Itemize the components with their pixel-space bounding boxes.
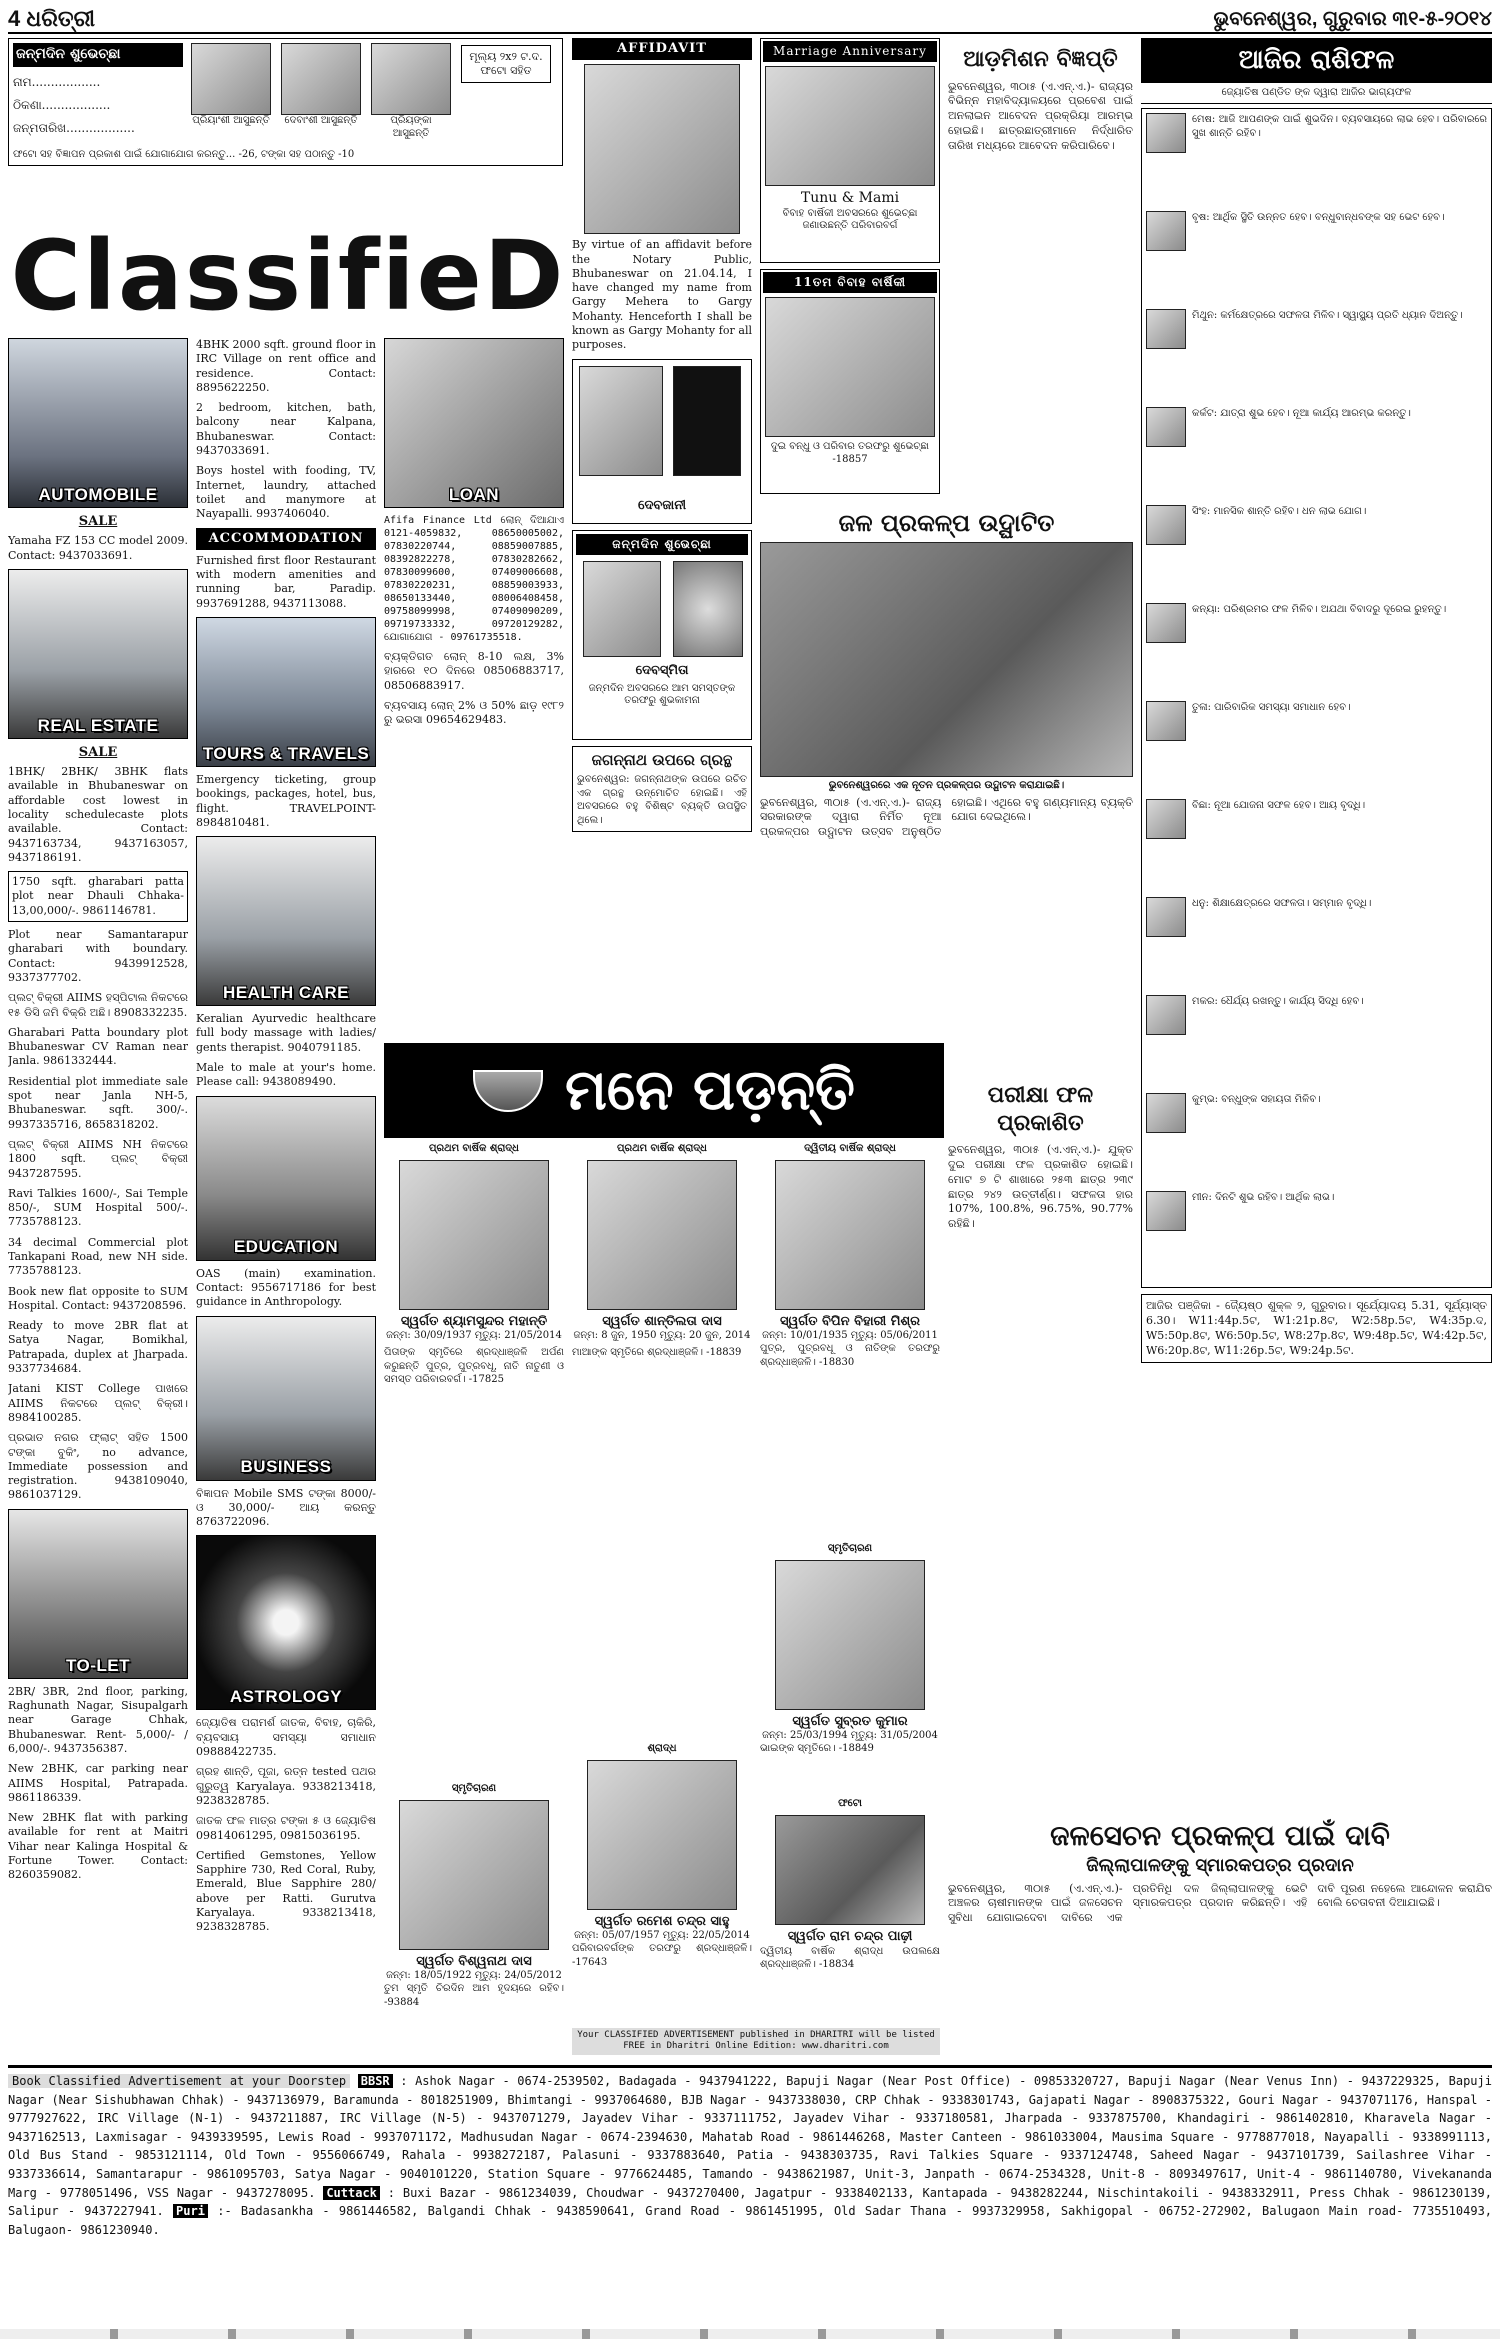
rashi-item-3: ମିଥୁନ: କର୍ମକ୍ଷେତ୍ରରେ ସଫଳତା ମିଳିବ। ସ୍ୱାସ୍ଥ୍ୟ ପ୍ରତି ଧ୍ୟାନ ଦିଅନ୍ତୁ। xyxy=(1146,309,1487,401)
education-label: EDUCATION xyxy=(233,1237,339,1257)
automobile-label: AUTOMOBILE xyxy=(38,484,158,504)
memorial-1: ପ୍ରଥମ ବାର୍ଷିକ ଶ୍ରାଦ୍ଧ ସ୍ୱର୍ଗତ ଶ୍ୟାମସୁନ୍ଦର ମହାନ୍ତି ଜନ୍ମ: 30/09/1937 ମୃତ୍ୟୁ: 21/05/2014 ପିତାଙ୍କ ସ୍ମୃତିରେ ଶ୍ରଦ୍ଧାଞ୍ଜଳି ଅର୍ପଣ କରୁଛନ୍ତି ପୁତ୍ର, ପୁତ୍ରବଧୂ, ନାତି ନାତୁଣୀ ଓ ସମସ୍ତ ପରିବାରବର୍ଗ। -17825 xyxy=(384,1143,564,1386)
accommodation-heading: ACCOMMODATION xyxy=(196,528,376,550)
ad-acc-2: 2 bedroom, kitchen, bath, balcony near Kalpana, Bhubaneswar. Contact: 9437033691. xyxy=(196,401,376,458)
birthday-price: ମୂଲ୍ୟ ୨x୨ ଟ.ଦ. ଫଟୋ ସହିତ xyxy=(461,45,551,83)
ad-biz: ବିଜ୍ଞାପନ Mobile SMS ଟଙ୍କା 8000/- ଓ 30,000/- ଆୟ କରନ୍ତୁ 8763722096. xyxy=(196,1486,376,1529)
ad-re-3: Plot near Samantarapur gharabari with boundary. Contact: 9439912528, 9337377702. xyxy=(8,928,188,984)
health-section xyxy=(196,836,376,1006)
ad-astro-1: ଜ୍ୟୋତିଷ ପରାମର୍ଶ ଜାତକ, ବିବାହ, ଚାକିରି, ବ୍ୟବସାୟ ସମସ୍ୟା ସମାଧାନ 09888422735. xyxy=(196,1716,376,1759)
column-4 xyxy=(572,38,752,1038)
zodiac-icon xyxy=(1146,407,1186,447)
ribbon-news xyxy=(760,508,1133,1038)
memorial-6: ସ୍ମୃତିଚାରଣ ସ୍ୱର୍ଗତ ସୁବ୍ରତ କୁମାର ଜନ୍ମ: 25/03/1994 ମୃତ୍ୟୁ: 31/05/2004 ଭାଇଙ୍କ ସ୍ମୃତିରେ। -18849 xyxy=(760,1543,938,1755)
ad-re-2: 1750 sqft. gharabari patta plot near Dhauli Chhaka-13,00,000/-. 9861146781. xyxy=(8,871,188,922)
affidavit-heading: AFFIDAVIT xyxy=(572,38,752,60)
child-photo-3 xyxy=(371,43,451,115)
birthday-badge xyxy=(673,366,741,476)
news-text-col6-2: ଭୁବନେଶ୍ୱର, ୩୦ା୫ (ଏ.ଏନ୍.ଏ.)- ଯୁକ୍ତ ଦୁଇ ପରୀକ୍ଷା ଫଳ ପ୍ରକାଶିତ ହୋଇଛି। ମୋଟ ୭ ଟି ଶାଖାରେ ୨୫୩ ଛାତ୍ର ୨୩୯ ଛାତ୍ର ୨୪୨ ଉତ୍ତୀର୍ଣ୍ଣ। ସଫଳତା ହାର 107%, 100.8%, 96.75%, 90.77% ରହିଛି। xyxy=(948,1143,1133,1231)
health-label: HEALTH CARE xyxy=(222,982,350,1002)
news-heading-col6: ଆଡ଼ମିଶନ ବିଜ୍ଞପ୍ତି xyxy=(963,46,1118,72)
memorial-photo xyxy=(775,1815,925,1925)
rashi-item-11: କୁମ୍ଭ: ବନ୍ଧୁଙ୍କ ସହାୟତା ମିଳିବ। xyxy=(1146,1093,1487,1185)
birthday-name-1: ଦେବଜାନୀ xyxy=(637,498,687,514)
affidavit-photo xyxy=(584,64,740,234)
ad-edu: OAS (main) examination. Contact: 9556717186 for best guidance in Anthropology. xyxy=(196,1266,376,1309)
to-let-section xyxy=(8,1509,188,1679)
ad-acc-3: Boys hostel with fooding, TV, Internet, laundry, attached toilet and manymore at Nayapalli. 9937406040. xyxy=(196,464,376,521)
news-box-col4 xyxy=(572,746,752,833)
ad-astro-3: ଜାତକ ଫଳ ମାତ୍ର ଟଙ୍କା ୫ ଓ ଜ୍ୟୋତିଷ 09814061295, 09815036195. xyxy=(196,1814,376,1842)
rashi-item-1: ମେଷ: ଆଜି ଆପଣଙ୍କ ପାଇଁ ଶୁଭଦିନ। ବ୍ୟବସାୟରେ ଲାଭ ହେବ। ପରିବାରରେ ସୁଖ ଶାନ୍ତି ରହିବ। xyxy=(1146,113,1487,205)
zodiac-icon xyxy=(1146,309,1186,349)
ad-re-1: 1BHK/ 2BHK/ 3BHK flats available in Bhubaneswar on affordable cost lowest in locality schedulecaste plots available. Contact: 9437163734, 9437163057, 9437186191. xyxy=(8,765,188,864)
birthday-photo-1 xyxy=(579,366,663,476)
child-name-3: ପ୍ରିୟଙ୍କା ଆସୁଛନ୍ତି xyxy=(390,115,432,139)
real-estate-label: REAL ESTATE xyxy=(37,715,159,735)
footer-vss: VSS Nagar - 9437278095. xyxy=(147,2185,316,2200)
content-grid xyxy=(8,38,1492,2058)
page-number: 4 ଧରିତ୍ରୀ xyxy=(8,6,96,32)
news-heading-col4: ଜଗନ୍ନାଥ ଉପରେ ଗ୍ରନ୍ଥ xyxy=(591,750,733,769)
bottom-news-text: ଭୁବନେଶ୍ୱର, ୩୦ା୫ (ଏ.ଏନ୍.ଏ.)- ଅଞ୍ଚଳର ଚାଷୀମାନଙ୍କ ପାଇଁ ଜଳସେଚନ ସୁବିଧା ଯୋଗାଇଦେବା ଦାବିରେ ଏକ ପ୍ରତିନିଧି ଦଳ ଜିଲ୍ଲାପାଳଙ୍କୁ ଭେଟି ସ୍ମାରକପତ୍ର ପ୍ରଦାନ କରିଛନ୍ତି। ଏହି ଦାବି ପୂରଣ ନହେଲେ ଆନ୍ଦୋଳନ କରାଯିବ ବୋଲି ଚେତାବନୀ ଦିଆଯାଇଛି। xyxy=(948,1881,1492,1925)
lamp-icon xyxy=(473,1070,543,1112)
page-header xyxy=(8,6,1492,34)
bottom-scrollbar-stripe xyxy=(0,2329,1500,2339)
ad-yamaha: Yamaha FZ 153 CC model 2009. Contact: 9437033691. xyxy=(8,534,188,562)
obituary-banner-title: ମନେ ପଡ଼ନ୍ତି xyxy=(565,1057,855,1123)
footer-cuttack-tag: Cuttack xyxy=(323,2186,380,2200)
ribbon-heading: ଜଳ ପ୍ରକଳ୍ପ ଉଦ୍ଘାଟିତ xyxy=(838,508,1055,537)
business-section xyxy=(196,1316,376,1481)
memorial-3: ପ୍ରଥମ ବାର୍ଷିକ ଶ୍ରାଦ୍ଧ ସ୍ୱର୍ଗତ ଶାନ୍ତିଲତା ଦାସ ଜନ୍ମ: 8 ଜୁନ, 1950 ମୃତ୍ୟୁ: 20 ଜୁନ, 2014 ମାଆଙ୍କ ସ୍ମୃତିରେ ଶ୍ରଦ୍ଧାଞ୍ଜଳି। -18839 xyxy=(572,1143,751,1359)
anniversary-heading-1: Marriage Anniversary xyxy=(763,41,937,62)
column-3 xyxy=(384,338,564,1038)
ad-health-1: Keralian Ayurvedic healthcare full body massage with ladies/ gents therapist. 9040791185. xyxy=(196,1012,376,1054)
real-estate-section xyxy=(8,569,188,739)
birthday-text-2: ଜନ୍ମଦିନ ଅବସରରେ ଆମ ସମସ୍ତଙ୍କ ତରଫରୁ ଶୁଭକାମନା xyxy=(588,682,736,707)
ad-astro-4: Certified Gemstones, Yellow Sapphire 730, Red Coral, Ruby, Emerald, Blue Sapphire 280/ above per Ratti. Gurutva Karyalaya. 9338213418, 9238328785. xyxy=(196,1848,376,1934)
zodiac-icon xyxy=(1146,603,1186,643)
ad-loan-3: ବ୍ୟବସାୟ ଲୋନ୍ 2% ଓ 50% ଛାଡ଼ ୧୯୮୨ ରୁ ଭରସା 09654629483. xyxy=(384,698,564,727)
automobile-section xyxy=(8,338,188,508)
ribbon-caption: ଭୁବନେଶ୍ୱରରେ ଏକ ନୂତନ ପ୍ରକଳ୍ପର ଉଦ୍ଘାଟନ କରାଯାଇଛି। xyxy=(828,780,1065,791)
ad-loan-2: ବ୍ୟକ୍ତିଗତ ଲୋନ୍ 8-10 ଲକ୍ଷ, 3% ହାରରେ ୧୦ ଦିନରେ 08506883717, 08506883917. xyxy=(384,650,564,692)
footer-bbsr-list: : Ashok Nagar - 0674-2539502, Badagada - 9437941222, Bapuji Nagar (Near Post Office) - 09853320727, Bapuji Nagar (Near Venus Inn) - 9437229325, Bapuji Nagar (Near Sishubhawan Chhak) - 9437136979, Baramunda - 8018251909, Bhimtangi - 9937064680, BJB Nagar - 9437338030, CRP Chhak - 9338301743, Gajapati Nagar - 8908375322, Gouri Nagar - 9437071176, Hanspal - 9777927622, IRC Village (N-1) - 9437211887, IRC Village (N-5) - 9437071279, Jayadev Vihar - 9337111752, Jayadev Vihar - 9337180581, Jharpada - 9337875700, Khandagiri - 9861402810, Kharavela Nagar - 9437162513, Laxmisagar - 9439339595, Lewis Road - 9937071172, Madhusudan Nagar - 0674-2394630, Mahatab Road - 9861446268, Master Canteen - 9861033004, Mausima Square - 9778877018, Nayapalli - 9338991113, Old Bus Stand - 9853121114, Old Town - 9556066749, Rahala - 9938272187, Palasuni - 9337883640, Patia - 9438303735, Ravi Talkies Square - 9337124748, Saheed Nagar - 9437101739, Sailashree Vihar - 9337336614, Samantarapur - 9861095703, Satya Nagar - 9040101220, Station Square - 9776624485, Tamando - 9438621987, Unit-3, Janpath - 0674-2534328, Unit-8 - 8093497617, Unit-4 - 9861140780, Vivekananda Marg - 9778051496, xyxy=(8,2074,1492,2200)
loan-section xyxy=(384,338,564,508)
column-6-lower xyxy=(948,1078,1133,1808)
ad-let-2: New 2BHK, car parking near AIIMS Hospital, Patrapada. 9861186339. xyxy=(8,1762,188,1804)
ad-re-7: ପ୍ଲଟ୍ ବିକ୍ରୀ AIIMS NH ନିକଟରେ 1800 sqft. ପ୍ଲଟ୍ ବିକ୍ରୀ 9437287595. xyxy=(8,1137,188,1180)
zodiac-icon xyxy=(1146,211,1186,251)
birthday-box xyxy=(8,38,563,172)
memorial-photo xyxy=(775,1160,925,1310)
birthday-name-2: ଦେବସ୍ମିତା xyxy=(635,662,689,678)
birthday-card-2 xyxy=(572,530,752,740)
ad-let-1: 2BR/ 3BR, 2nd floor, parking, Raghunath Nagar, Sisupalgarh near Garage Chhak, Bhubaneswar. Rent- 5,000/- / 6,000/-. 9437356387. xyxy=(8,1684,188,1755)
birthday-field-name: ନାମ.................. xyxy=(13,74,101,89)
zodiac-icon xyxy=(1146,799,1186,839)
ad-let-3: New 2BHK flat with parking available for rent at Maitri Vihar near Kalinga Hospital & Fortune Tower. Contact: 8260359082. xyxy=(8,1811,188,1882)
zodiac-icon xyxy=(1146,701,1186,741)
memorial-4: ଶ୍ରାଦ୍ଧ ସ୍ୱର୍ଗତ ରମେଶ ଚନ୍ଦ୍ର ସାହୁ ଜନ୍ମ: 05/07/1957 ମୃତ୍ୟୁ: 22/05/2014 ପରିବାରବର୍ଗଙ୍କ ତରଫରୁ ଶ୍ରଦ୍ଧାଞ୍ଜଳି। -17643 xyxy=(572,1743,752,1968)
ad-re-9: 34 decimal Commercial plot Tankapani Road, new NH side. 7735788123. xyxy=(8,1235,188,1278)
memorial-photo xyxy=(587,1760,737,1910)
flower-image xyxy=(673,561,743,657)
footer-puri-tag: Puri xyxy=(173,2204,208,2218)
memorial-7: ଫଟୋ ସ୍ୱର୍ଗତ ରାମ ଚନ୍ଦ୍ର ପାଢ଼ୀ ଦ୍ୱିତୀୟ ବାର୍ଷିକ ଶ୍ରାଦ୍ଧ ଉପଲକ୍ଷେ ଶ୍ରଦ୍ଧାଞ୍ଜଳି। -18834 xyxy=(760,1798,940,1971)
zodiac-icon xyxy=(1146,1191,1186,1231)
bottom-right-news xyxy=(948,1818,1492,2058)
ad-re-5: Gharabari Patta boundary plot Bhubaneswar CV Raman near Janla. 9861332444. xyxy=(8,1025,188,1068)
column-1 xyxy=(8,338,188,2058)
ad-re-12: Jatani KIST College ପାଖରେ AIIMS ନିକଟରେ ପ୍ଲଟ୍ ବିକ୍ରୀ। 8984100285. xyxy=(8,1382,188,1424)
education-section xyxy=(196,1096,376,1261)
zodiac-icon xyxy=(1146,897,1186,937)
anniversary-names: Tunu & Mami xyxy=(800,190,900,206)
ad-re-8: Ravi Talkies 1600/-, Sai Temple 850/-, SUM Hospital 500/-. 7735788123. xyxy=(8,1186,188,1229)
birthday-note: ଫଟୋ ସହ ବିଜ୍ଞାପନ ପ୍ରକାଶ ପାଇଁ ଯୋଗାଯୋଗ କରନ୍ତୁ... -26, ଟଙ୍କା ସହ ପଠାନ୍ତୁ -10 xyxy=(13,148,355,160)
birthday-photo-2 xyxy=(583,561,661,657)
rashi-item-6: କନ୍ୟା: ପରିଶ୍ରମର ଫଳ ମିଳିବ। ଅଯଥା ବିବାଦରୁ ଦୂରେଇ ରୁହନ୍ତୁ। xyxy=(1146,603,1487,695)
rashi-item-5: ସିଂହ: ମାନସିକ ଶାନ୍ତି ରହିବ। ଧନ ଲାଭ ଯୋଗ। xyxy=(1146,505,1487,597)
child-name-1: ପ୍ରିୟାଂଶୀ ଆସୁଛନ୍ତି xyxy=(192,115,270,126)
ad-acc-4: Furnished first floor Restaurant with modern amenities and running bar, Paradip. 9937691288, 9437113088. xyxy=(196,553,376,610)
memorial-photo xyxy=(399,1800,549,1950)
birthday-card-1 xyxy=(572,359,752,524)
ad-astro-2: ଗ୍ରହ ଶାନ୍ତି, ପୂଜା, ରତ୍ନ tested ପଥର ଗୁରୁତ୍ୱ Karyalaya. 9338213418, 9238328785. xyxy=(196,1765,376,1807)
business-label: BUSINESS xyxy=(240,1457,332,1477)
sale-heading-1: SALE xyxy=(78,514,118,529)
loan-label: LOAN xyxy=(448,484,500,504)
footer-bbsr-tag: BBSR xyxy=(358,2074,393,2088)
child-photo-1 xyxy=(191,43,271,115)
rashi-item-2: ବୃଷ: ଆର୍ଥିକ ସ୍ଥିତି ଉନ୍ନତ ହେବ। ବନ୍ଧୁବାନ୍ଧବଙ୍କ ସହ ଭେଟ ହେବ। xyxy=(1146,211,1487,303)
rashi-item-9: ଧନୁ: ଶିକ୍ଷାକ୍ଷେତ୍ରରେ ସଫଳତା। ସମ୍ମାନ ବୃଦ୍ଧି। xyxy=(1146,897,1487,989)
rashi-item-4: କର୍କଟ: ଯାତ୍ରା ଶୁଭ ହେବ। ନୂଆ କାର୍ଯ୍ୟ ଆରମ୍ଭ କରନ୍ତୁ। xyxy=(1146,407,1487,499)
obituary-banner xyxy=(384,1043,944,1138)
news-text-col6: ଭୁବନେଶ୍ୱର, ୩୦ା୫ (ଏ.ଏନ୍.ଏ.)- ରାଜ୍ୟର ବିଭିନ୍ନ ମହାବିଦ୍ୟାଳୟରେ ପ୍ରବେଶ ପାଇଁ ଅନଲାଇନ ଆବେଦନ ପ୍ରକ୍ରିୟା ଆରମ୍ଭ ହୋଇଛି। ଛାତ୍ରଛାତ୍ରୀମାନେ ନିର୍ଦ୍ଧାରିତ ତାରିଖ ମଧ୍ୟରେ ଆବେଦନ କରିପାରିବେ। xyxy=(948,79,1133,152)
news-text-col4: ଭୁବନେଶ୍ୱର: ଜଗନ୍ନାଥଙ୍କ ଉପରେ ରଚିତ ଏକ ଗ୍ରନ୍ଥ ଉନ୍ମୋଚିତ ହୋଇଛି। ଏହି ଅବସରରେ ବହୁ ବିଶିଷ୍ଟ ବ୍ୟକ୍ତି ଉପସ୍ଥିତ ଥିଲେ। xyxy=(577,774,747,826)
rashifal-sub: ଜ୍ୟୋତିଷ ପଣ୍ଡିତ ଙ୍କ ଦ୍ୱାରା ଆଜିର ଭାଗ୍ୟଫଳ xyxy=(1141,83,1492,105)
ad-health-2: Male to male at your's home. Please call: 9438089490. xyxy=(196,1061,376,1089)
to-let-label: TO-LET xyxy=(65,1655,131,1675)
affidavit-text: By virtue of an affidavit before the Notary Public, Bhubaneswar on 21.04.14, I have changed my name from Gargy Mehera to Gargy Mohanty. Henceforth I shall be known as Gargy Mohanty for all purposes. xyxy=(572,238,752,352)
memorial-photo xyxy=(587,1160,737,1310)
child-photo-2 xyxy=(281,43,361,115)
zodiac-icon xyxy=(1146,1093,1186,1133)
rashifal-list xyxy=(1141,108,1492,1288)
zodiac-icon xyxy=(1146,995,1186,1035)
memorial-photo xyxy=(775,1560,925,1710)
footer-puri-list: :- Badasankha - 9861446582, Balgandi Chhak - 9438590641, Grand Road - 9861451995, Old Sadar Thana - 9937329958, Sakhigopal - 06752-272902, Balugaon Main road- 7735510493, Balugaon- 9861230940. xyxy=(8,2204,1493,2237)
birthday-field-address: ଠିକଣା.................. xyxy=(13,97,111,112)
ad-re-4: ପ୍ଲଟ୍ ବିକ୍ରୀ AIIMS ହସ୍ପିଟାଲ ନିକଟରେ ୧୫ ଡିସି ଜମି ବିକ୍ରି ଅଛି। 8908332235. xyxy=(8,991,188,1019)
birthday-heading-2: ଜନ୍ମଦିନ ଶୁଭେଚ୍ଛା xyxy=(576,534,748,555)
anniversary-text-1: ବିବାହ ବାର୍ଷିକୀ ଅବସରରେ ଶୁଭେଚ୍ଛା ଜଣାଉଛନ୍ତି ପରିବାରବର୍ଗ xyxy=(782,207,918,231)
news-heading-col6-2: ପରୀକ୍ଷା ଫଳ ପ୍ରକାଶିତ xyxy=(987,1082,1094,1136)
ad-acc-1: 4BHK 2000 sqft. ground floor in IRC Village on rent office and residence. Contact: 8895622250. xyxy=(196,338,376,394)
birthday-field-dob: ଜନ୍ମତାରିଖ.................. xyxy=(13,120,135,135)
ad-re-6: Residential plot immediate sale spot near Janla NH-5, Bhubaneswar. sqft. 300/-. 9937335716, 8658318202. xyxy=(8,1074,188,1131)
footer-lead: Book Classified Advertisement at your Doorstep xyxy=(8,2074,350,2088)
anniversary-photo-1 xyxy=(765,66,935,186)
column-6 xyxy=(948,38,1133,498)
classified-online-note: Your CLASSIFIED ADVERTISEMENT published in DHARITRI will be listed FREE in Dharitri Online Edition: www.dharitri.com xyxy=(572,2028,940,2055)
rashi-item-10: ମକର: ଧୈର୍ଯ୍ୟ ରଖନ୍ତୁ। କାର୍ଯ୍ୟ ସିଦ୍ଧି ହେବ। xyxy=(1146,995,1487,1087)
memorial-5: ଦ୍ୱିତୀୟ ବାର୍ଷିକ ଶ୍ରାଦ୍ଧ ସ୍ୱର୍ଗତ ବିପିନ ବିହାରୀ ମିଶ୍ର ଜନ୍ମ: 10/01/1935 ମୃତ୍ୟୁ: 05/06/2011 ପୁତ୍ର, ପୁତ୍ରବଧୂ ଓ ନାତିଙ୍କ ତରଫରୁ ଶ୍ରଦ୍ଧାଞ୍ଜଳି। -18830 xyxy=(760,1143,940,1368)
rashifal-heading: ଆଜିର ରାଶିଫଳ xyxy=(1141,38,1492,83)
anniversary-box-2 xyxy=(760,269,940,494)
sale-heading-2: SALE xyxy=(78,744,118,760)
column-2 xyxy=(196,338,376,2058)
page-date: ଭୁବନେଶ୍ୱର, ଗୁରୁବାର ୩୧-୫-୨୦୧୪ xyxy=(1213,7,1492,30)
memorial-photo xyxy=(399,1160,549,1310)
footer-booking-centres xyxy=(8,2065,1492,2327)
ad-re-10: Book new flat opposite to SUM Hospital. Contact: 9437208596. xyxy=(8,1284,188,1312)
ad-loan-1: Afifa Finance Ltd ଲୋନ୍ ଦିଆଯାଏ 0121-4059832, 08650005002, 07830220744, 08859007885, 08392822278, 07830282662, 07830099600, 07409006608, 07830220231, 08859003933, 08650133440, 08006408458, 09758099998, 07409090209, 09719733332, 09720129282, ଯୋଗାଯୋଗ - 09761735518. xyxy=(384,515,564,643)
tours-section xyxy=(196,617,376,767)
astrology-section xyxy=(196,1535,376,1710)
rashi-item-7: ତୁଳା: ପାରିବାରିକ ସମସ୍ୟା ସମାଧାନ ହେବ। xyxy=(1146,701,1487,793)
classified-title: ClassifieD xyxy=(10,219,566,332)
tours-label: TOURS & TRAVELS xyxy=(202,743,370,763)
child-name-2: ଦେବାଂଶୀ ଆସୁଛନ୍ତି xyxy=(284,115,358,126)
footer-cuttack-list: : Buxi Bazar - 9861234039, Choudwar - 9437270400, Jagatpur - 9338402133, Kantapada - 9438282244, Nischintakoili - 9438332911, Press Chhak - 9861230139, Salipur - 9437227941. xyxy=(8,2185,1492,2219)
column-7 xyxy=(1141,38,1492,1808)
bottom-news-heading: ଜଳସେଚନ ପ୍ରକଳ୍ପ ପାଇଁ ଦାବି xyxy=(1050,1819,1390,1852)
zodiac-icon xyxy=(1146,113,1186,153)
anniversary-photo-2 xyxy=(765,297,935,437)
birthday-heading: ଜନ୍ମଦିନ ଶୁଭେଚ୍ଛା xyxy=(13,43,183,67)
anniversary-heading-2: 11ତମ ବିବାହ ବାର୍ଷିକୀ xyxy=(763,272,937,293)
panjika-box: ଆଜିର ପଞ୍ଜିକା - ଜ୍ୟୈଷ୍ଠ ଶୁକ୍ଳ ୨, ଗୁରୁବାର। ସୂର୍ଯ୍ୟୋଦୟ 5.31, ସୂର୍ଯ୍ୟାସ୍ତ 6.30। W11:44p.5ଟ, W1:21p.8ଟ, W2:58p.5ଟ, W4:35p.ଦ, W5:50p.8ଟ, W6:50p.5ଟ, W8:27p.8ଟ, W9:48p.5ଟ, W4:42p.5ଟ, W6:20p.8ଟ, W11:26p.5ଟ, W9:24p.5ଟ. xyxy=(1141,1294,1492,1363)
ribbon-photo xyxy=(760,542,1133,777)
anniversary-box-1 xyxy=(760,38,940,263)
ad-re-13: ପ୍ରଭାତ ନଗର ଫ୍ଲାଟ୍ ସହିତ 1500 ଟଙ୍କା ବୁକିଂ, no advance, Immediate possession and registration. 9438109040, 9861037129. xyxy=(8,1431,188,1502)
anniversary-text-2: ଦୁଇ ବନ୍ଧୁ ଓ ପରିବାର ତରଫରୁ ଶୁଭେଚ୍ଛା -18857 xyxy=(770,441,930,465)
ad-tours: Emergency ticketing, group bookings, packages, hotel, bus, flight. TRAVELPOINT- 8984810481. xyxy=(196,773,376,829)
ribbon-text: ଭୁବନେଶ୍ୱର, ୩୦ା୫ (ଏ.ଏନ୍.ଏ.)- ରାଜ୍ୟ ସରକାରଙ୍କ ଦ୍ୱାରା ନିର୍ମିତ ନୂଆ ପ୍ରକଳ୍ପର ଉଦ୍ଘାଟନ ଉତ୍ସବ ଅନୁଷ୍ଠିତ ହୋଇଛି। ଏଥିରେ ବହୁ ଗଣ୍ୟମାନ୍ୟ ବ୍ୟକ୍ତି ଯୋଗ ଦେଇଥିଲେ। xyxy=(760,795,1133,839)
astrology-label: ASTROLOGY xyxy=(229,1687,343,1707)
rashi-item-12: ମୀନ: ଦିନଟି ଶୁଭ ରହିବ। ଆର୍ଥିକ ଲାଭ। xyxy=(1146,1191,1487,1283)
zodiac-icon xyxy=(1146,505,1186,545)
memorial-2: ସ୍ମୃତିଚାରଣ ସ୍ୱର୍ଗତ ବିଶ୍ୱନାଥ ଦାସ ଜନ୍ମ: 18/05/1922 ମୃତ୍ୟୁ: 24/05/2012 ତୁମ ସ୍ମୃତି ଚିରଦିନ ଆମ ହୃଦୟରେ ରହିବ। -93884 xyxy=(384,1783,564,2008)
ad-re-11: Ready to move 2BR flat at Satya Nagar, Bomikhal, Patrapada, duplex at Jharpada. 9337734684. xyxy=(8,1319,188,1376)
rashi-item-8: ବିଛା: ନୂଆ ଯୋଜନା ସଫଳ ହେବ। ଆୟ ବୃଦ୍ଧି। xyxy=(1146,799,1487,891)
bottom-news-sub: ଜିଲ୍ଲାପାଳଙ୍କୁ ସ୍ମାରକପତ୍ର ପ୍ରଦାନ xyxy=(1086,1855,1354,1876)
